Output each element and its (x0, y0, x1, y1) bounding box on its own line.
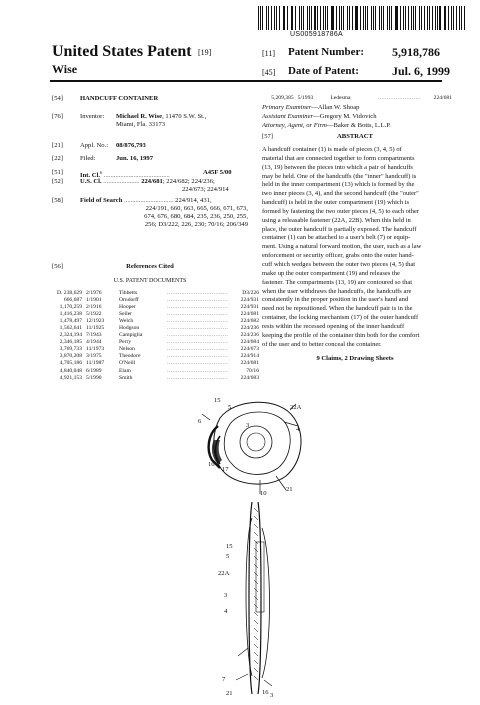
abstract-line: make up the outer compartment (19) and releases the (262, 269, 400, 277)
reference-row (50, 311, 262, 318)
ref-dots: .................................. (167, 297, 229, 304)
abstract-line: when the user withdraws the handcuffs, the handcuffs are (262, 287, 412, 295)
uscl-code: [52] (52, 178, 63, 185)
uscl-main: 224/681 (141, 178, 163, 185)
barcode-bar (391, 6, 392, 30)
abstract-line: container (1) can be attached to a user's belt (7) or equip- (262, 234, 411, 242)
primary-examiner (262, 104, 359, 112)
fig2-label-3: 3 (224, 592, 228, 599)
primary-name: —Allan W. Shoap (311, 104, 360, 111)
ref-number: 2,324,194 (59, 332, 82, 339)
reference-row (50, 304, 262, 311)
ref-name: Ledesma (330, 95, 351, 101)
reference-row (50, 325, 262, 332)
fig2-label-22a: 22A (218, 570, 230, 577)
abstract-line: held in the inner compartment (13) which is formed by the (262, 181, 415, 189)
assistant-label: Assistant Examiner (262, 113, 314, 120)
barcode-bar (445, 6, 446, 30)
ref-number: 3,870,208 (59, 353, 82, 360)
uscl-rest: ; 224/682; 224/236; (162, 178, 215, 185)
abstract-line: need not be repositioned. When the handcuff pair is in the (262, 305, 413, 313)
primary-label: Primary Examiner (262, 104, 312, 111)
barcode-bar (314, 6, 315, 30)
reference-row (50, 318, 262, 325)
ref-class: 224/236 (240, 325, 259, 332)
barcode-bar (408, 6, 409, 30)
ref-date: 7/1943 (86, 332, 102, 339)
barcode-bar (405, 6, 406, 30)
uscl-dots: ...................... (103, 178, 140, 185)
abstract-line: consistently in the proper position in the user's hand and (262, 296, 409, 304)
fig1-label-17: 17 (222, 466, 229, 473)
fig2-label-3b: 3 (270, 692, 274, 699)
ref-class: 224/681 (240, 360, 259, 367)
ref-number: 1,416,238 (59, 311, 82, 318)
ref-date: 5/1922 (86, 311, 102, 318)
ref-dots: .................................. (167, 304, 229, 311)
abstract-line: two inner pieces (3, 4), and the second handcuff (the "outer" (262, 190, 419, 198)
ref-date: 1/1901 (86, 297, 102, 304)
ref-date: 2/1976 (86, 290, 102, 296)
ref-dots: .................................. (167, 290, 229, 296)
ref-dots: ........................ (377, 95, 421, 101)
barcode-bar (299, 6, 300, 30)
ref-name: Perry (119, 339, 132, 346)
barcode-bar (421, 6, 422, 30)
reference-row (50, 360, 262, 367)
ref-number: 4,921,153 (59, 374, 82, 381)
ref-class: 224/683 (240, 374, 259, 381)
refs-title: References Cited (126, 263, 174, 270)
patent-number-label: Patent Number: (288, 46, 365, 58)
abstract-line: A handcuff container (1) is made of pieces (3, 4, 5) of (262, 146, 402, 153)
fig1-label-21: 21 (286, 486, 293, 493)
patent-number-code: [11] (262, 49, 276, 58)
patent-office-title: United States Patent (52, 43, 192, 60)
fig2-label-5: 5 (226, 553, 230, 560)
field-of-search-line (80, 197, 248, 205)
ref-date: 4/1944 (86, 339, 102, 346)
barcode-bar (347, 6, 348, 30)
abstract-code: [57] (262, 133, 273, 140)
ref-name: Hooper (119, 304, 136, 311)
abstract-line: container, the locking mechanism (17) of the outer handcuff (262, 314, 419, 322)
attorney (262, 122, 391, 130)
intcl-code: [51] (52, 169, 63, 176)
ref-class: 224/681 (240, 311, 259, 318)
barcode-bar (437, 6, 438, 30)
abstract-line: material that are connected together to form compartments (262, 154, 415, 162)
ref-number: D. 238,629 (56, 290, 82, 296)
inventor-code: [76] (52, 113, 63, 120)
patent-date: Jul. 6, 1999 (392, 64, 451, 78)
fig2-label-21: 21 (226, 690, 233, 697)
fig2-label-4: 4 (224, 608, 228, 615)
barcode-bar (461, 6, 462, 30)
intcl-sup: 6 (99, 170, 103, 175)
assistant-name: —Gregory M. Vidovich (313, 113, 377, 120)
ref-number: 4,705,186 (59, 360, 82, 367)
figure-2-drawing (218, 498, 288, 698)
header-rule (50, 80, 442, 82)
reference-row (50, 375, 262, 382)
intcl-value: A45F 5/00 (203, 169, 232, 176)
barcode-bar (365, 6, 366, 30)
inventor-addr2: Miami, Fla. 33173 (116, 120, 166, 128)
barcode-bar (279, 6, 280, 30)
reference-row (50, 297, 262, 304)
abstract-line: ment. Using a natural forward motion, the user, such as a law (262, 243, 422, 251)
ref-name: Elam (119, 367, 131, 374)
fig2-label-7: 7 (222, 676, 226, 683)
date-label: Date of Patent: (288, 65, 359, 77)
barcode-bar (295, 6, 296, 30)
abstract-line: handcuff) is held in the outer compartment (19) which is (262, 199, 409, 207)
ref-number: 1,562,641 (59, 325, 82, 332)
abstract-line: of the user and to better conceal the container. (262, 340, 382, 348)
inventor-address (116, 113, 206, 128)
abstract-line: enforcement or security officer, grabs onto the outer hand- (262, 252, 414, 260)
abstract-line: fastener. The compartments (13, 19) are contoured so that (262, 278, 413, 286)
barcode-bar (317, 6, 318, 30)
ref-name: Campiglia (119, 332, 143, 339)
inventor-name: Michael R. Wise (116, 113, 163, 120)
ref-number: 1,170,259 (59, 304, 82, 311)
abstract-line: may be held. One of the handcuffs (the "inner" handcuff) is (262, 172, 417, 180)
ref-class: D3/226 (242, 290, 259, 296)
field-label: Field of Search (80, 197, 123, 204)
reference-row (50, 339, 262, 346)
barcode-number: US005918786A (290, 31, 344, 38)
ref-name: Welch (119, 318, 134, 325)
barcode-bar (396, 6, 397, 30)
ref-number: 2,346,185 (59, 339, 82, 346)
ref-date: 11/1925 (86, 325, 105, 332)
abstract-title: ABSTRACT (337, 133, 373, 140)
patent-number: 5,918,786 (392, 45, 440, 59)
date-code: [45] (262, 68, 276, 77)
abstract-line: place, the outer handcuff is partially exposed. The handcuff (262, 225, 417, 233)
ref-dots: .................................. (167, 332, 229, 339)
inventor-surname: Wise (52, 62, 78, 76)
fig2-label-15: 15 (226, 543, 233, 550)
fig1-label-16: 16 (208, 461, 215, 468)
ref-name: Nelson (119, 346, 135, 353)
fig1-label-15: 15 (214, 397, 221, 404)
ref-dots: .................................. (167, 346, 229, 353)
uscl-label: U.S. Cl. (80, 178, 102, 185)
fig1-label-22a: 22A (290, 404, 302, 411)
refs-code: [56] (52, 263, 63, 270)
inventor-label: Inventor: (80, 113, 105, 120)
ref-name: Hodgson (119, 325, 140, 332)
barcode-bar (453, 6, 454, 30)
invention-title: HANDCUFF CONTAINER (80, 95, 159, 102)
reference-row (50, 290, 262, 297)
barcode-bar (274, 6, 275, 30)
abstract-line: using a releasable fastener (22A, 22B). When this held in (262, 216, 411, 224)
appl-code: [21] (52, 142, 63, 149)
title-code: [19] (198, 48, 212, 57)
appl-label: Appl. No.: (80, 142, 109, 149)
refs-table (50, 290, 262, 382)
abstract-line: rests within the recessed opening of the inner handcuff (262, 322, 405, 330)
ref-dots: .................................. (167, 353, 229, 360)
ref-number: 666,687 (63, 297, 82, 304)
barcode-bar (371, 6, 372, 30)
reference-row (50, 353, 262, 360)
field-line2: 224/191, 660, 663, 665, 666, 671, 673, (145, 205, 248, 212)
ref-class: 224/684 (240, 339, 259, 346)
field-dots: .............................. (124, 197, 174, 204)
barcode-bar (356, 6, 357, 30)
ref-dots: .................................. (167, 318, 229, 325)
refs-subtitle: U.S. PATENT DOCUMENTS (113, 278, 187, 284)
ref-dots: .................................. (167, 325, 229, 332)
attorney-label: Attorney, Agent, or Firm (262, 122, 327, 129)
barcode-bar (325, 6, 326, 30)
barcode-bar (429, 6, 430, 30)
fig1-label-3: 3 (246, 422, 250, 429)
barcode-bar (332, 6, 333, 30)
ref-class: 224/236 (240, 332, 259, 339)
ref-num: 5,209,385 (271, 95, 294, 101)
intcl-label: Int. Cl. (80, 172, 100, 180)
ref-continued (262, 95, 452, 102)
reference-row (50, 368, 262, 375)
ref-date: 5/1993 (297, 95, 314, 101)
ref-date: 11/1973 (86, 346, 105, 353)
abstract-line: formed by fastening the two outer pieces (4, 5) to each other (262, 207, 420, 215)
inventor-addr1: , 11470 S.W. St., (162, 113, 207, 120)
ref-name: Smith (119, 374, 133, 381)
attorney-name: —Baker & Botts, L.L.P. (326, 122, 391, 129)
ref-date: 3/1975 (86, 353, 102, 360)
ref-class: 224/931 (240, 297, 259, 304)
ref-name: Seiler (119, 311, 133, 318)
ref-number: 4,840,048 (59, 367, 82, 374)
field-line3: 674, 676, 680, 684, 235, 236, 250, 255, (144, 213, 248, 220)
field-line1: 224/914, 431, (175, 197, 212, 204)
barcode-bar (266, 6, 267, 30)
ref-class: 224/673 (240, 346, 259, 353)
barcode-bar (439, 6, 440, 30)
us-cl-line (80, 178, 248, 186)
ref-dots: .................................. (167, 374, 229, 381)
barcode-bar (383, 6, 384, 30)
barcode-bar (339, 6, 340, 30)
ref-number: 3,769,733 (59, 346, 82, 353)
ref-number: 1,478,497 (59, 318, 82, 325)
fig2-label-16: 16 (262, 689, 269, 696)
fig1-label-6: 6 (198, 418, 202, 425)
ref-name: Tibbetts (119, 290, 138, 296)
abstract-line: (13, 19) between the pieces into which a pair of handcuffs (262, 163, 413, 171)
ref-class: 224/914 (240, 353, 259, 360)
field-code: [58] (52, 197, 63, 204)
intcl-dots: ........................................ (103, 172, 170, 180)
barcode-bar (464, 6, 465, 30)
assistant-examiner (262, 113, 377, 121)
fig1-label-5: 5 (228, 404, 232, 411)
ref-date: 5/1990 (86, 374, 102, 381)
reference-row (50, 332, 262, 339)
ref-date: 12/1923 (86, 318, 105, 325)
ref-class: 224/681 (433, 95, 452, 101)
ref-name: Theodore (119, 353, 141, 360)
fig1-label-4: 4 (296, 426, 300, 433)
ref-dots: .................................. (167, 367, 229, 374)
barcode-bar (258, 6, 259, 30)
ref-date: 11/1987 (86, 360, 105, 367)
barcode-bar (307, 6, 308, 30)
ref-class: 70/16 (246, 367, 259, 374)
filed-date: Jun. 16, 1997 (116, 155, 154, 162)
reference-row (50, 346, 262, 353)
ref-name: O'Neill (119, 360, 136, 367)
ref-class: 224/931 (240, 304, 259, 311)
filed-code: [22] (52, 155, 63, 162)
ref-dots: .................................. (167, 360, 229, 367)
ref-dots: .................................. (167, 311, 229, 318)
abstract-body (262, 146, 448, 349)
ref-date: 2/1916 (86, 304, 102, 311)
ref-class: 224/682 (240, 318, 259, 325)
filed-label: Filed: (80, 155, 96, 162)
ref-dots: .................................. (167, 339, 229, 346)
barcode-bar (349, 6, 350, 30)
title-field-code: [54] (52, 95, 63, 102)
uscl-line2: 224/673; 224/914 (182, 186, 229, 193)
abstract-line: keeping the profile of the container thin both for the comfort (262, 331, 420, 339)
barcode-bar (379, 6, 380, 30)
ref-name: Orndorff (119, 297, 139, 304)
field-line4: 256; D3/222, 226, 230; 70/16; 206/349 (144, 221, 248, 228)
barcode (258, 6, 468, 30)
fig1-label-10: 10 (260, 490, 267, 497)
ref-date: 6/1989 (86, 367, 102, 374)
claims-summary: 9 Claims, 2 Drawing Sheets (316, 355, 394, 362)
barcode-bar (271, 6, 272, 30)
barcode-bar (415, 6, 416, 30)
appl-number: 08/876,793 (116, 142, 146, 149)
abstract-line: cuff which wedges between the outer two pieces (4, 5) that (262, 260, 416, 268)
barcode-bar (287, 6, 288, 30)
